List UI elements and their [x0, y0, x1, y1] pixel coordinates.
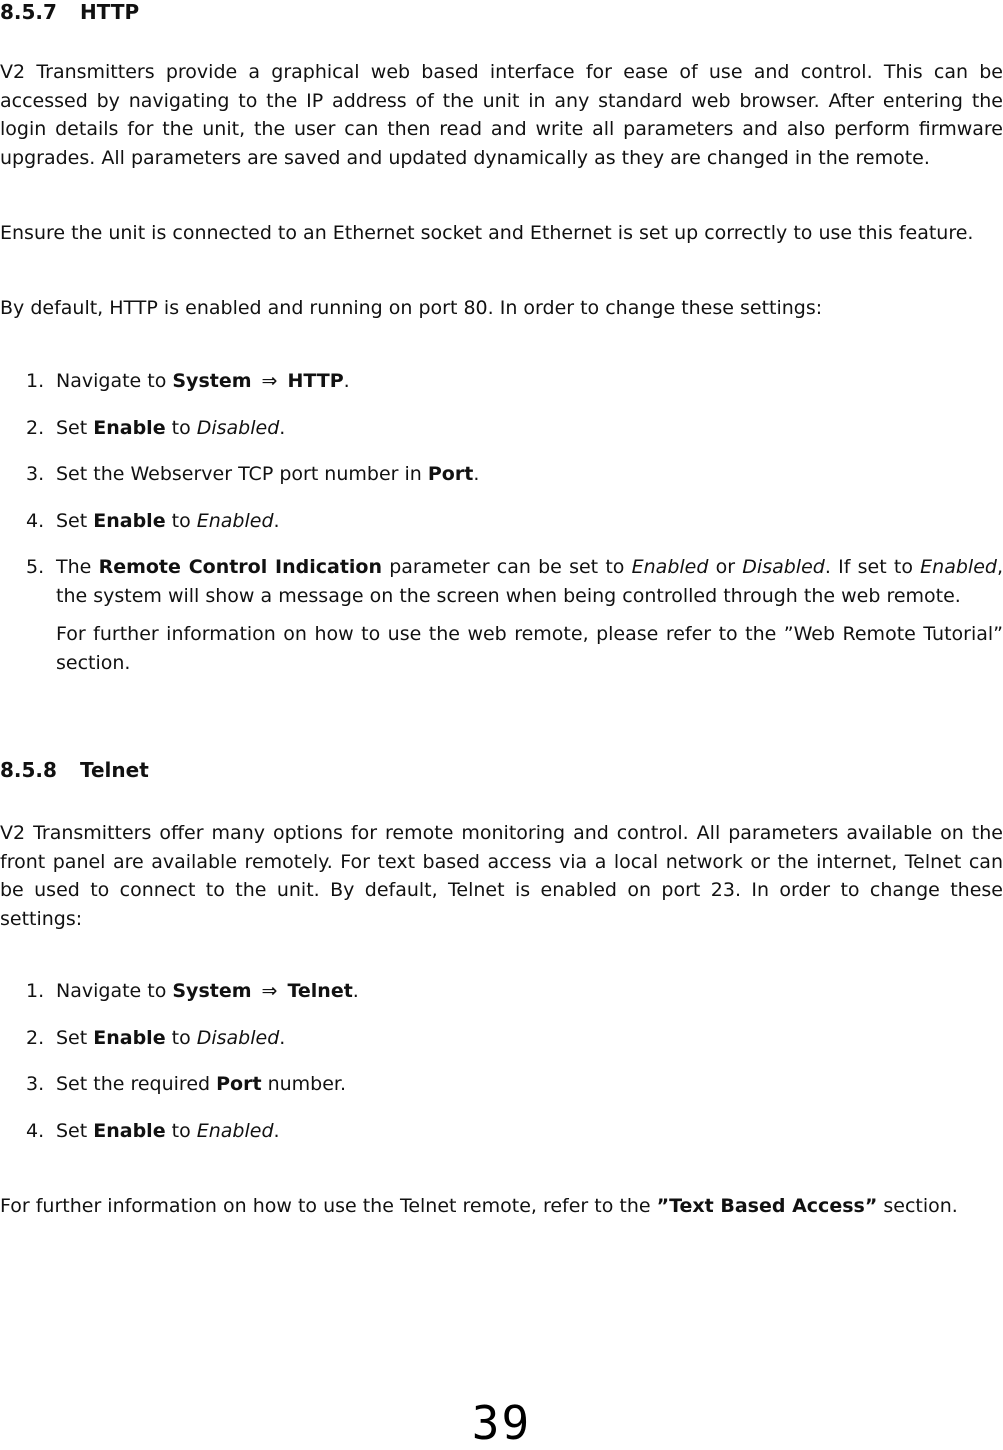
- step-note: For further information on how to use the web remote, please refer to the ”Web Remote Tutorial” section.: [56, 623, 1003, 674]
- section-title: HTTP: [80, 0, 140, 24]
- section-number: 8.5.8: [0, 758, 57, 782]
- list-item: 1. Navigate to System ⇒ HTTP.: [26, 370, 350, 392]
- section-number: 8.5.7: [0, 0, 57, 24]
- list-item: 1. Navigate to System ⇒ Telnet.: [26, 980, 359, 1002]
- arrow-icon: ⇒: [261, 980, 278, 1002]
- arrow-icon: ⇒: [261, 370, 278, 392]
- list-item: 4. Set Enable to Enabled.: [26, 509, 280, 532]
- list-item: 4. Set Enable to Enabled.: [26, 1119, 280, 1142]
- section-title: Telnet: [80, 758, 149, 782]
- telnet-closing-paragraph: For further information on how to use the Telnet remote, refer to the ”Text Based Access” section.: [0, 1195, 958, 1217]
- section-heading-http: [0, 0, 139, 24]
- section-heading-telnet: [0, 758, 149, 782]
- http-default-paragraph: By default, HTTP is enabled and running on port 80. In order to change these settings:: [0, 297, 823, 319]
- http-intro-paragraph: V2 Transmitters provide a graphical web based interface for ease of use and control. This can be accessed by navigating to the IP address of the unit in any standard web browser. After entering the login details for the unit, the user can then read and write all parameters and also perform firmware upgrades. All parameters are saved and updated dynamically as they are changed in the remote.: [0, 61, 1003, 169]
- http-ethernet-paragraph: Ensure the unit is connected to an Ethernet socket and Ethernet is set up correctly to use this feature.: [0, 222, 974, 244]
- list-item: 3. Set the Webserver TCP port number in Port.: [26, 463, 480, 485]
- http-steps-list: [0, 367, 1003, 695]
- list-item: 3. Set the required Port number.: [26, 1073, 347, 1095]
- list-item: 2. Set Enable to Disabled.: [26, 416, 286, 439]
- list-item: 2. Set Enable to Disabled.: [26, 1026, 286, 1049]
- telnet-intro-paragraph: V2 Transmitters offer many options for remote monitoring and control. All parameters available on the front panel are available remotely. For text based access via a local network or the internet, Telnet can be used to connect to the unit. By default, Telnet is enabled on port 23. In order to change these settings:: [0, 822, 1003, 930]
- page-number: 39: [471, 1396, 532, 1450]
- list-item: 5. The Remote Control Indication parameter can be set to Enabled or Disabled. If set to Enabled, the system will show a message on the screen when being controlled through the web remote. For further information on how to use the web remote, please refer to the ”Web Remote Tutorial” section.: [0, 553, 1003, 677]
- telnet-steps-list: [0, 977, 1003, 1163]
